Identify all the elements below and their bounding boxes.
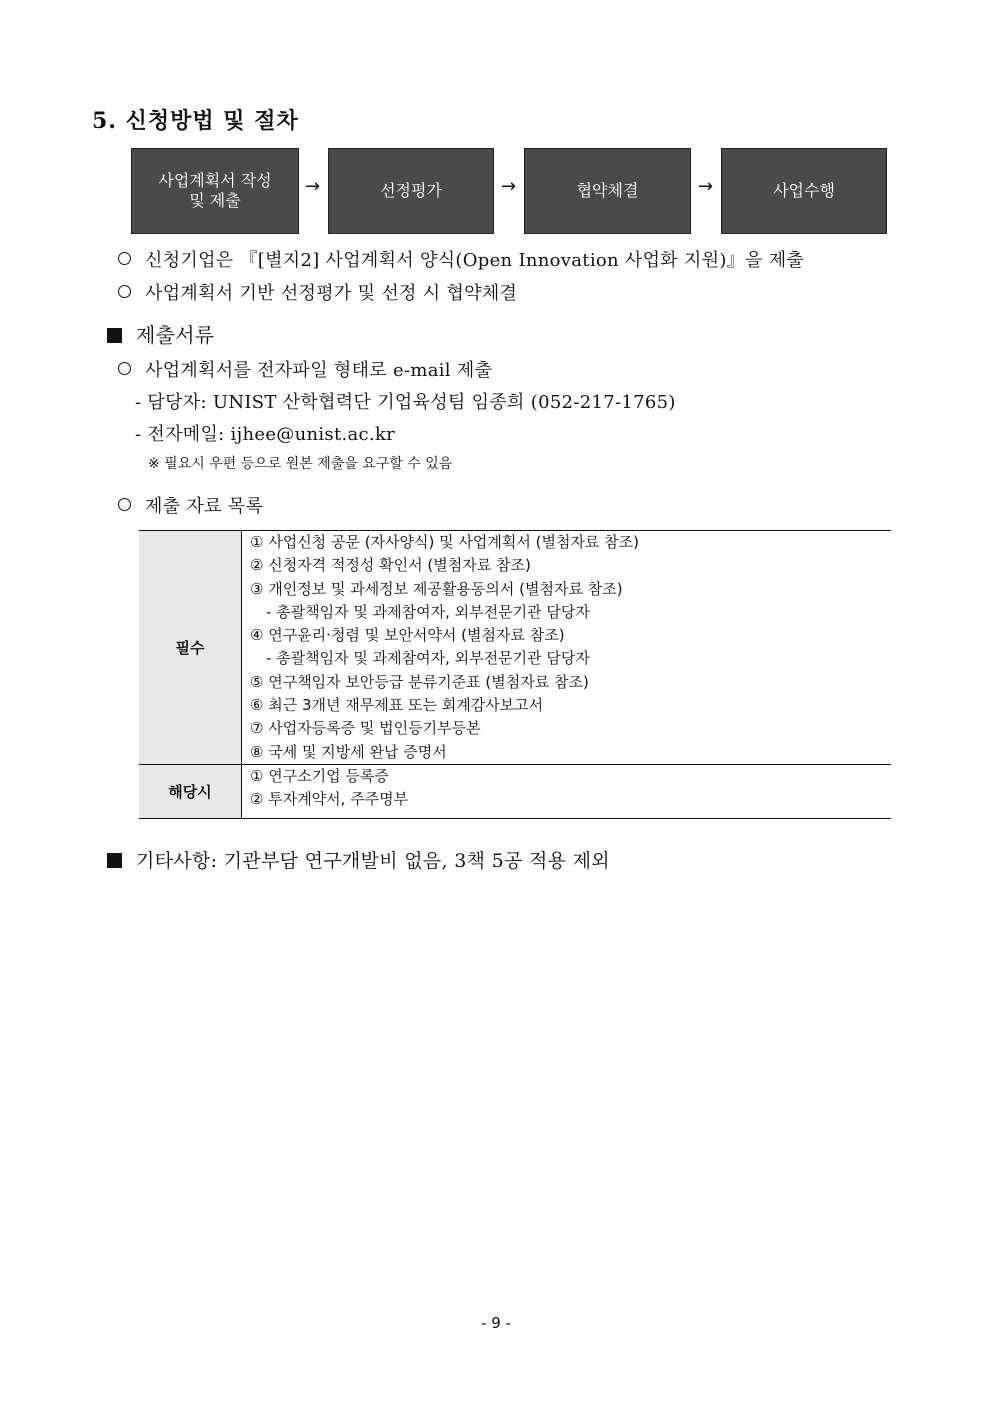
page-number: - 9 - [481, 1314, 511, 1332]
application-bullet: 신청기업은 『[별지2] 사업계획서 양식(Open Innovation 사업화 지원)』을 제출 [118, 246, 804, 272]
submission-bullet: 사업계획서를 전자파일 형태로 e-mail 제출 [118, 356, 492, 382]
application-bullet: 사업계획서 기반 선정평가 및 선정 시 협약체결 [118, 279, 517, 305]
circle-bullet-icon [118, 252, 131, 265]
arrow-icon: → [698, 176, 714, 197]
arrow-icon: → [305, 176, 321, 197]
circle-bullet-icon [118, 285, 131, 298]
document-item: ③ 개인정보 및 과세정보 제공활용동의서 (별첨자료 참조) [250, 579, 623, 598]
arrow-icon: → [501, 176, 517, 197]
step-agreement: 협약체결 [524, 148, 691, 234]
optional-row [139, 764, 891, 818]
optional-label: 해당시 [139, 764, 242, 818]
optional-items [242, 764, 892, 818]
contact-line: - 담당자: UNIST 산학협력단 기업육성팀 임종희 (052-217-1765) [135, 392, 676, 413]
document-item: ⑦ 사업자등록증 및 법인등기부등본 [250, 719, 481, 738]
square-bullet-icon [107, 328, 122, 343]
other-notes: 기타사항: 기관부담 연구개발비 없음, 3책 5공 적용 제외 [107, 846, 610, 873]
submission-note: ※ 필요시 우편 등으로 원본 제출을 요구할 수 있음 [148, 456, 453, 472]
email-line: - 전자메일: ijhee@unist.ac.kr [135, 424, 396, 445]
step-plan-submission: 사업계획서 작성 및 제출 [131, 148, 299, 234]
required-row [139, 531, 891, 765]
circle-bullet-icon [118, 498, 131, 511]
document-item: ② 신청자격 적정성 확인서 (별첨자료 참조) [250, 556, 531, 575]
document-item: ⑥ 최근 3개년 재무제표 또는 회계감사보고서 [250, 696, 544, 715]
submission-heading: 제출서류 [107, 319, 214, 348]
document-item: ① 사업신청 공문 (자사양식) 및 사업계획서 (별첨자료 참조) [250, 533, 640, 551]
document-item: ④ 연구윤리·청렴 및 보안서약서 (별첨자료 참조) [250, 626, 565, 645]
step-project-execution: 사업수행 [721, 148, 887, 234]
document-item: ② 투자계약서, 주주명부 [250, 790, 409, 809]
document-list-bullet: 제출 자료 목록 [118, 492, 263, 518]
section-title: 5. 신청방법 및 절차 [92, 108, 299, 134]
circle-bullet-icon [118, 362, 131, 375]
document-item: ⑧ 국세 및 지방세 완납 증명서 [250, 742, 447, 761]
document-sub-item: - 총괄책임자 및 과제참여자, 외부전문기관 담당자 [266, 602, 590, 621]
document-item: ⑤ 연구책임자 보안등급 분류기준표 (별첨자료 참조) [250, 672, 589, 691]
documents-table [139, 530, 891, 819]
document-sub-item: - 총괄책임자 및 과제참여자, 외부전문기관 담당자 [266, 649, 590, 668]
square-bullet-icon [107, 853, 122, 868]
document-item: ① 연구소기업 등록증 [250, 766, 389, 785]
step-selection-evaluation: 선정평가 [328, 148, 494, 234]
required-items [242, 531, 892, 765]
required-label: 필수 [139, 531, 242, 765]
